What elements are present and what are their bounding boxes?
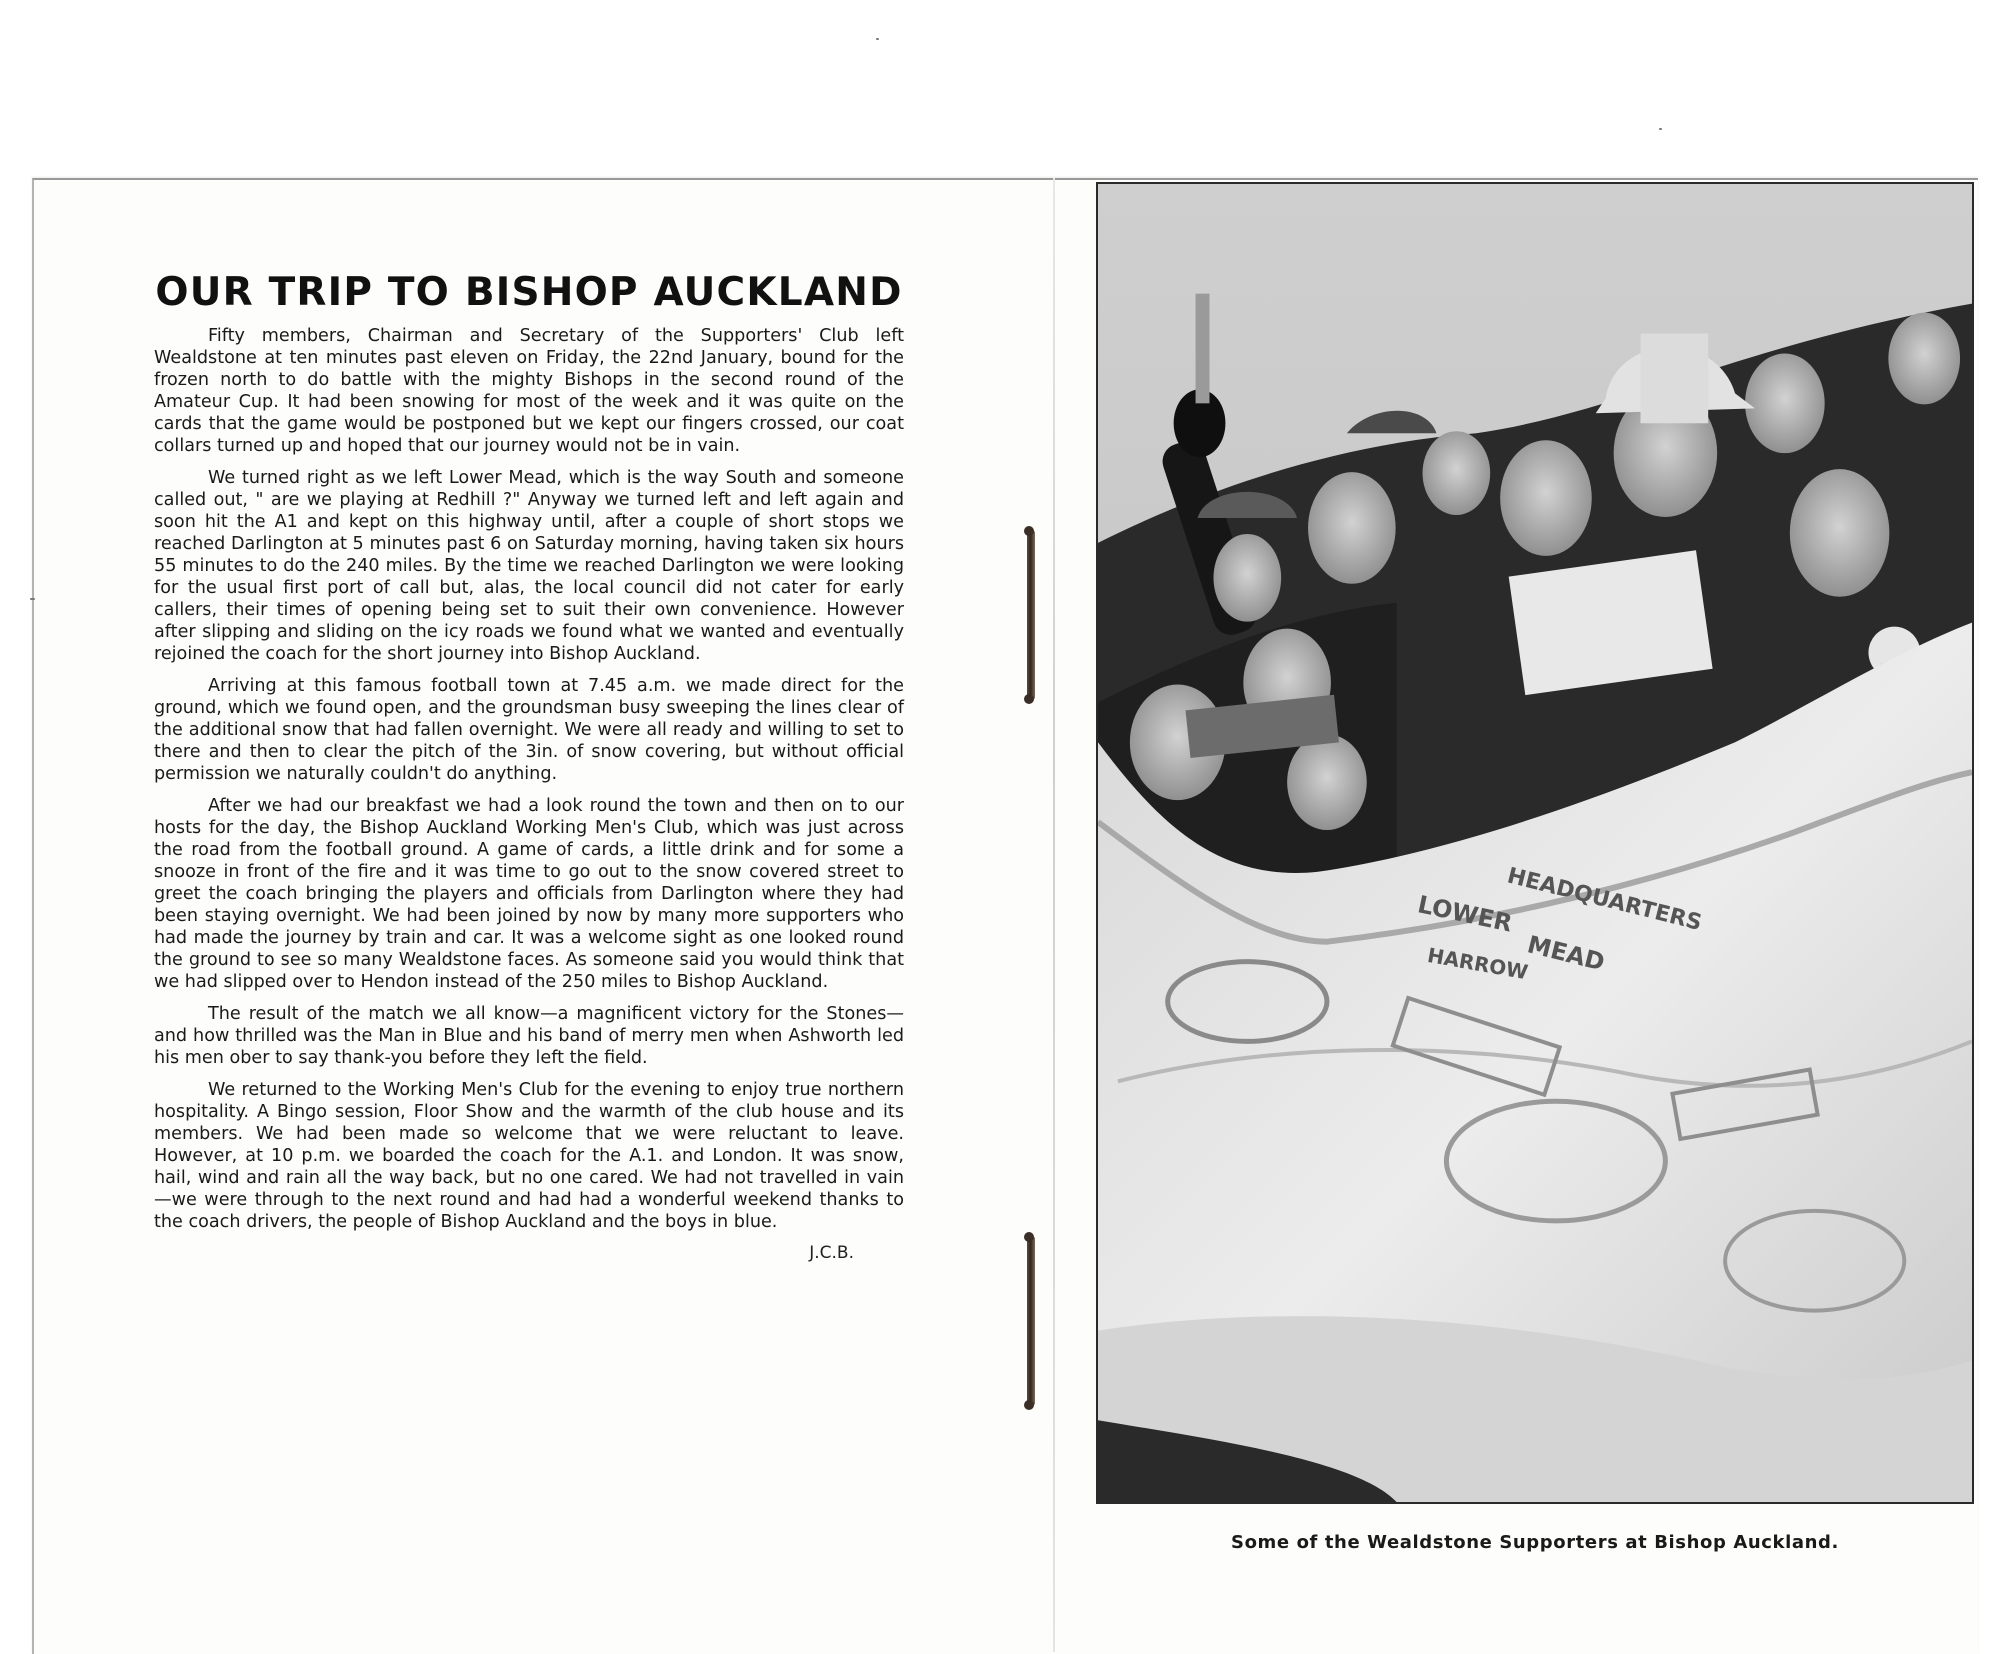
article	[154, 270, 904, 1263]
author-signature: J.C.B.	[809, 1243, 854, 1263]
photo-illustration	[1098, 184, 1972, 1502]
staple-bottom	[1027, 1236, 1035, 1406]
photo-caption: Some of the Wealdstone Supporters at Bishop Auckland.	[1231, 1532, 1839, 1553]
booklet-spine	[1053, 178, 1055, 1652]
article-title: OUR TRIP TO BISHOP AUCKLAND	[155, 270, 903, 315]
article-paragraph: The result of the match we all know—a magnificent victory for the Stones—and how thrilled was the Man in Blue and his band of merry men when Ashworth led his men ober to say thank-you before they left the field.	[154, 1004, 904, 1068]
staple-top	[1027, 530, 1035, 700]
supporters-photo	[1096, 182, 1974, 1504]
banner-text: HARROW	[1425, 943, 1530, 985]
banner-text: HEADQUARTERS	[1504, 863, 1705, 937]
article-paragraph: We turned right as we left Lower Mead, which is the way South and someone called out, " are we playing at Redhill ?" Anyway we turned left and left again and soon hit the A1 and kept on this highway until, after a couple of short stops we reached Darlington at 5 minutes past 6 on Saturday morning, having taken six hours 55 minutes to do the 240 miles. By the time we reached Darlington we were looking for the usual first port of call but, alas, the local council did not cater for early callers, their times of opening being set to suit their own convenience. However after slipping and sliding on the icy roads we found what we wanted and eventually rejoined the coach for the short journey into Bishop Auckland.	[154, 468, 904, 664]
banner-text: LOWER	[1415, 890, 1515, 938]
article-paragraph: Fifty members, Chairman and Secretary of the Supporters' Club left Wealdstone at ten minutes past eleven on Friday, the 22nd January, bound for the frozen north to do battle with the mighty Bishops in the second round of the Amateur Cup. It had been snowing for most of the week and it was quite on the cards that the game would be postponed but we kept our fingers crossed, our coat collars turned up and hoped that our journey would not be in vain.	[154, 326, 904, 456]
dust-speck	[30, 598, 35, 600]
article-paragraph: Arriving at this famous football town at 7.45 a.m. we made direct for the ground, which we found open, and the groundsman busy sweeping the lines clear of the additional snow that had fallen overnight. We were all ready and willing to set to there and then to clear the pitch of the 3in. of snow covering, but without official permission we naturally couldn't do anything.	[154, 676, 904, 784]
dust-speck	[876, 38, 879, 40]
dust-speck	[1659, 128, 1662, 130]
banner-text: MEAD	[1524, 930, 1608, 977]
article-paragraph: We returned to the Working Men's Club for the evening to enjoy true northern hospitality. A Bingo session, Floor Show and the warmth of the club house and its members. We had been made so welcome that we were reluctant to leave. However, at 10 p.m. we boarded the coach for the A.1. and London. It was snow, hail, wind and rain all the way back, but no one cared. We had not travelled in vain—we were through to the next round and had had a wonderful weekend thanks to the coach drivers, the people of Bishop Auckland and the boys in blue.	[154, 1080, 904, 1232]
article-paragraph: After we had our breakfast we had a look round the town and then on to our hosts for the day, the Bishop Auckland Working Men's Club, which was just across the road from the football ground. A game of cards, a little drink and for some a snooze in front of the fire and it was time to go out to the snow covered street to greet the coach bringing the players and officials from Darlington where they had been staying overnight. We had been joined by now by many more supporters who had made the journey by train and car. It was a welcome sight as one looked round the ground to see so many Wealdstone faces. As someone said you would think that we had slipped over to Hendon instead of the 250 miles to Bishop Auckland.	[154, 796, 904, 992]
